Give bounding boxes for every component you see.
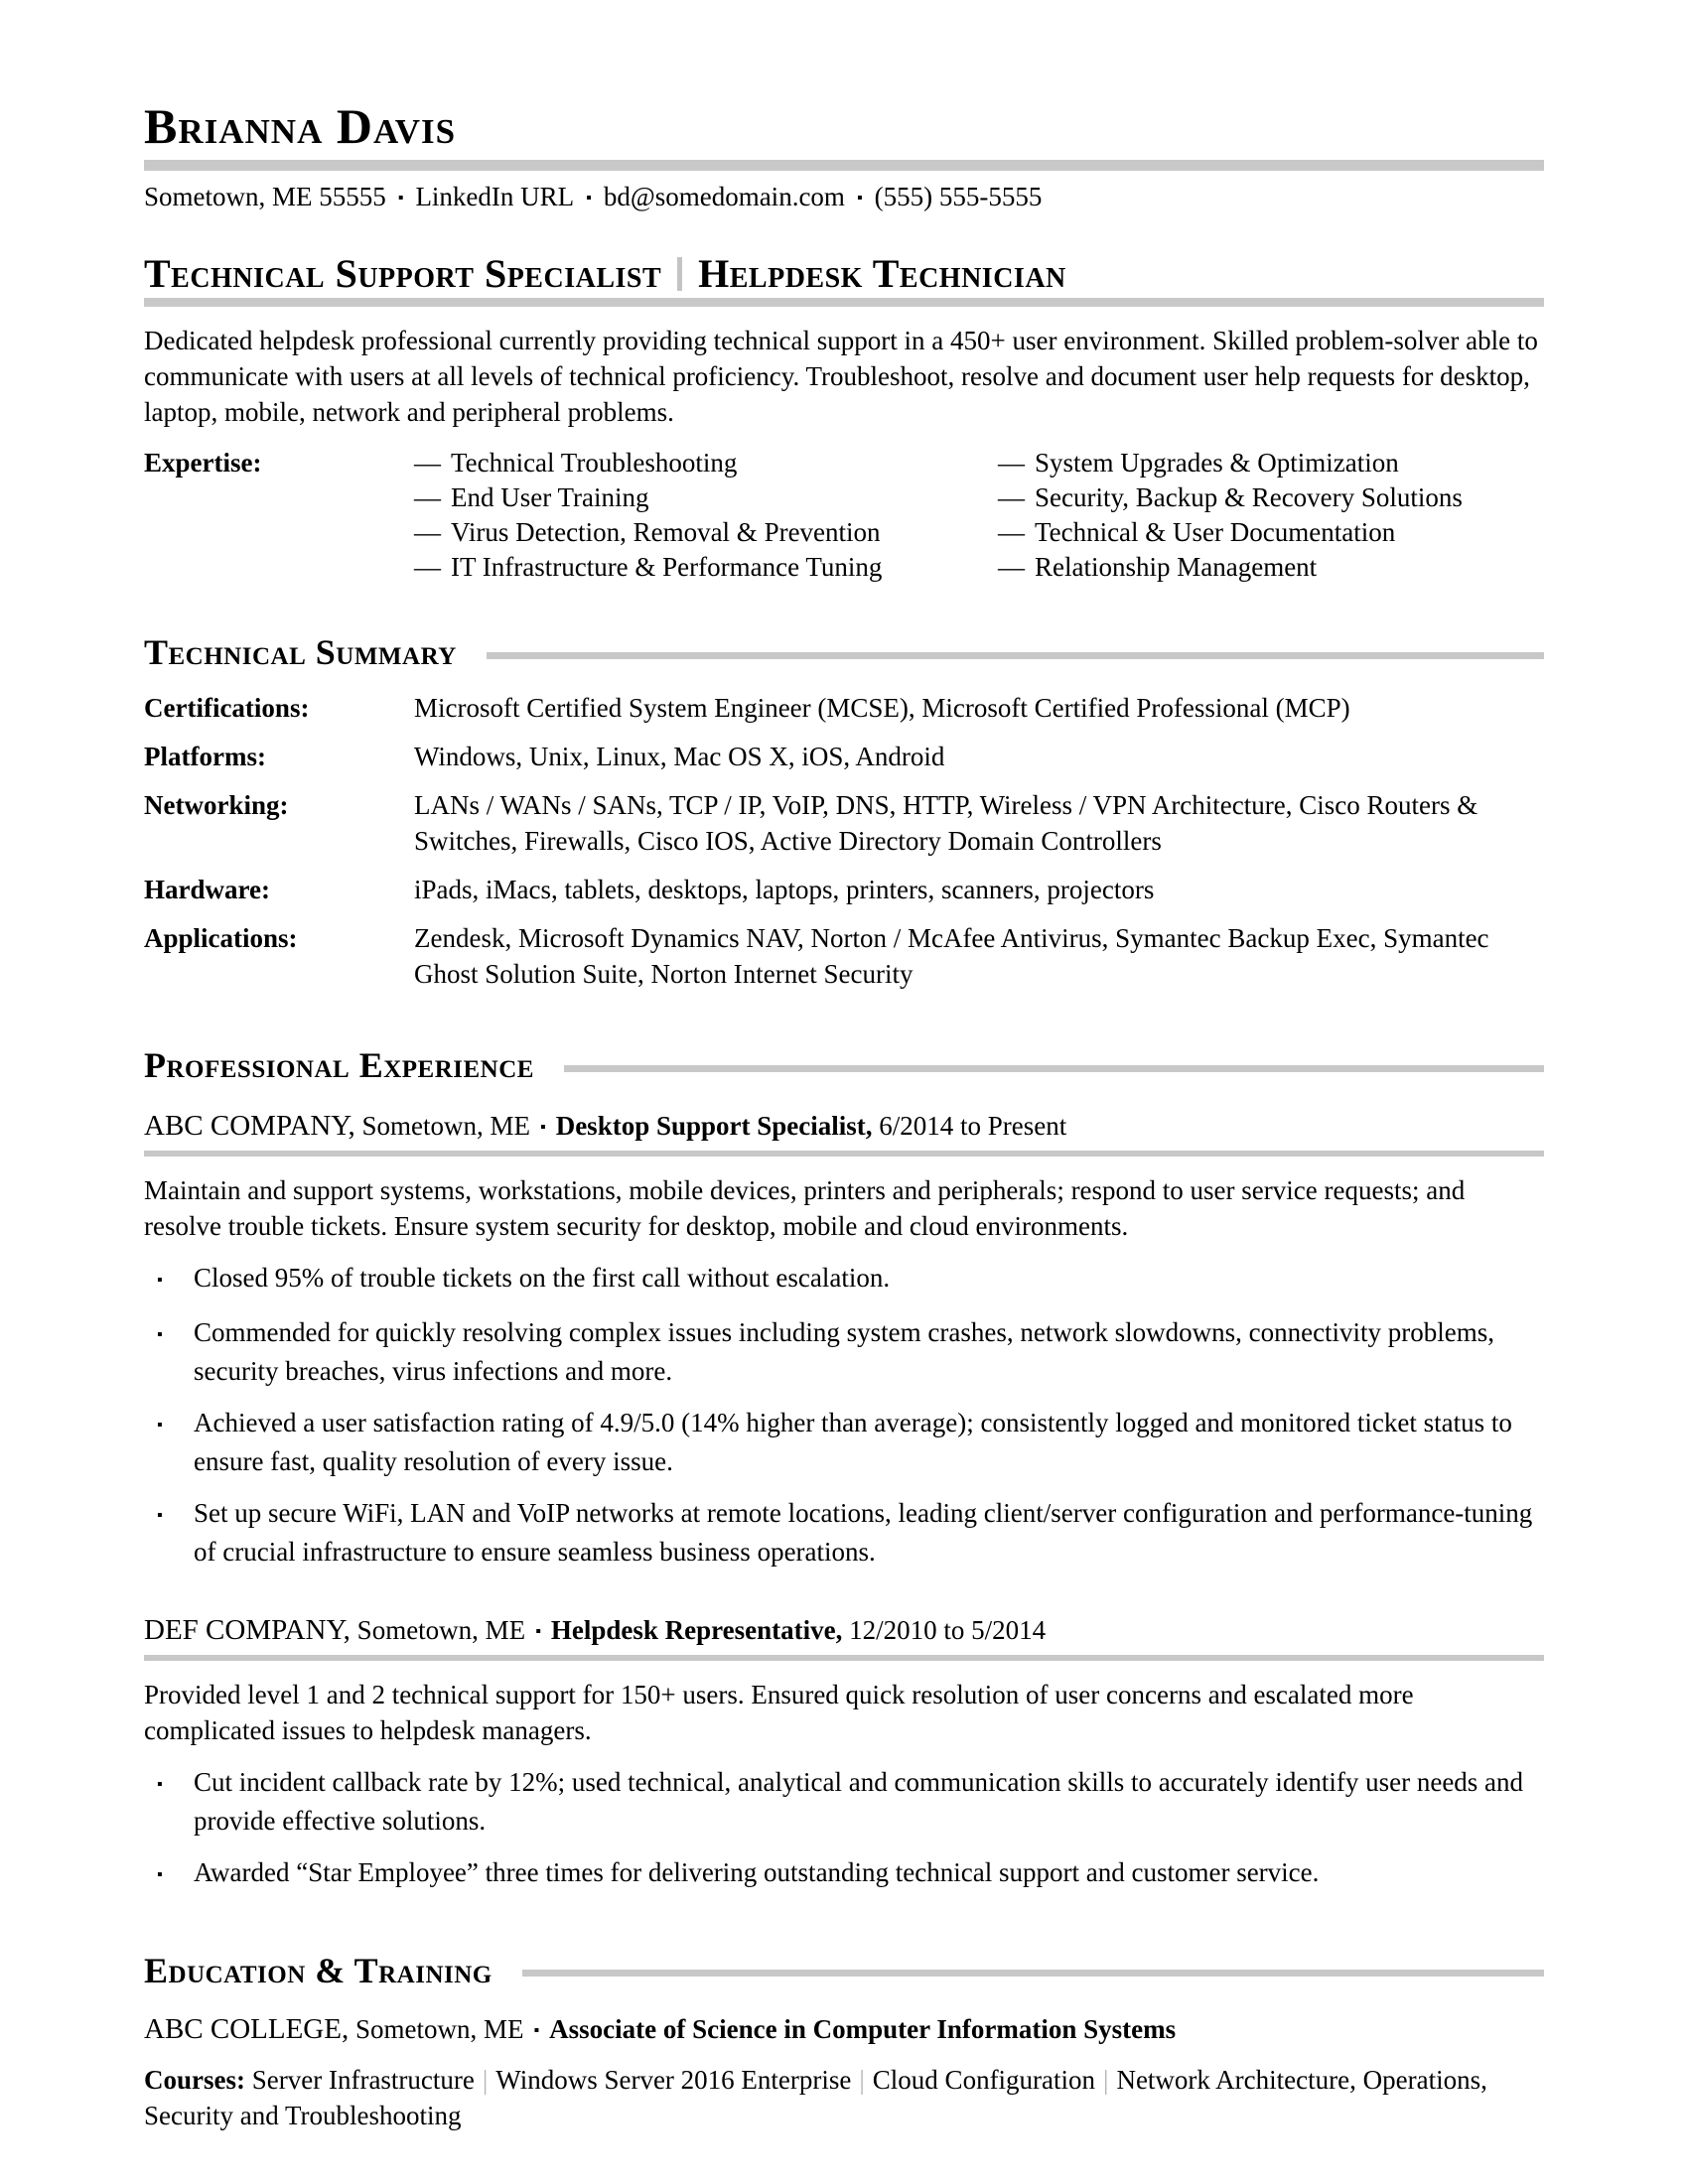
bullet-text: Awarded “Star Employee” three times for delivering outstanding technical support and customer service. [194,1856,1320,1887]
expertise-section [144,446,1544,585]
contact-linkedin: LinkedIn URL [415,182,575,211]
pipe-separator: | [859,2064,865,2095]
expertise-item [998,550,1544,585]
section-rule [522,1970,1544,1977]
spec-label: Certifications: [144,693,310,724]
spec-value: LANs / WANs / SANs, TCP / IP, VoIP, DNS, HTTP, Wireless / VPN Architecture, Cisco Routers & Switches, Firewalls, Cisco IOS, Active Directory Domain Controllers [414,790,1478,857]
job-bullet-list [144,1764,1544,1893]
expertise-item-label: System Upgrades & Optimization [1035,448,1399,478]
job-heading [144,1613,1544,1649]
contact-line [144,181,1544,212]
bullet-text: Set up secure WiFi, LAN and VoIP networks at remote locations, leading client/server configuration and performance-tuning of crucial infrastructure to ensure seamless business operations. [194,1497,1533,1567]
expertise-item-label: IT Infrastructure & Performance Tuning [451,552,883,583]
square-separator-icon: ▪ [535,1622,541,1640]
section-title: Education & Training [144,1950,492,1990]
bullet-square-icon: ▪ [157,1416,163,1433]
bullet-item [144,1764,1544,1839]
spec-label: Applications: [144,923,298,954]
contact-email: bd@somedomain.com [603,182,845,211]
section-rule [564,1065,1544,1072]
dash-icon: — [414,448,441,478]
bullet-text: Achieved a user satisfaction rating of 4.9/5.0 (14% higher than average); consistently logged and monitored ticket status to ensure fast, quality resolution of every issue. [194,1407,1512,1476]
square-separator-icon: ▪ [586,190,592,206]
bullet-item [144,1314,1544,1389]
expertise-item [414,550,998,585]
bullet-square-icon: ▪ [157,1865,163,1883]
headline-part1: Technical Support Specialist [144,251,662,297]
expertise-item-label: Technical Troubleshooting [451,448,738,478]
bullet-square-icon: ▪ [157,1325,163,1343]
school-location: Sometown, ME [354,2013,524,2044]
bullet-text: Cut incident callback rate by 12%; used technical, analytical and communication skills to accurately identify user needs and provide effective solutions. [194,1766,1524,1836]
dash-icon: — [414,517,441,548]
job-description: Provided level 1 and 2 technical support for 150+ users. Ensured quick resolution of user concerns and escalated more complicated issues to helpdesk managers. [144,1679,1414,1745]
square-separator-icon: ▪ [397,190,404,206]
spec-value: Zendesk, Microsoft Dynamics NAV, Norton / McAfee Antivirus, Symantec Backup Exec, Symantec Ghost Solution Suite, Norton Internet Security [414,923,1489,990]
spec-label: Hardware: [144,875,270,905]
degree: Associate of Science in Computer Information Systems [549,2013,1177,2044]
bullet-item [144,1495,1544,1570]
job-description: Maintain and support systems, workstations, mobile devices, printers and peripherals; respond to user service requests; and resolve trouble tickets. Ensure system security for desktop, mobile and cloud environments. [144,1174,1466,1241]
job-company: DEF COMPANY, [144,1613,351,1646]
bullet-square-icon: ▪ [157,1271,163,1289]
spec-label: Platforms: [144,742,266,772]
expertise-item-label: Virus Detection, Removal & Prevention [451,517,881,548]
section-heading-technical-summary [144,634,1544,672]
bullet-item [144,1854,1544,1893]
courses-line [144,2062,1544,2133]
technical-summary-table [144,690,1544,992]
expertise-item [414,446,998,480]
job-company: ABC COMPANY, [144,1109,355,1142]
headline [144,251,1544,297]
expertise-item [414,515,998,550]
contact-phone: (555) 555-5555 [874,182,1043,211]
job-bullet-list [144,1260,1544,1570]
course-item: Windows Server 2016 Enterprise [495,2064,852,2095]
contact-location: Sometown, ME 55555 [144,182,386,211]
job-rule [144,1151,1544,1157]
section-title: Technical Summary [144,632,457,673]
square-separator-icon: ▪ [533,2021,540,2039]
section-title: Professional Experience [144,1045,534,1086]
spec-value: iPads, iMacs, tablets, desktops, laptops, printers, scanners, projectors [414,875,1155,905]
bullet-text: Commended for quickly resolving complex issues including system crashes, network slowdowns, connectivity problems, security breaches, virus infections and more. [194,1316,1495,1386]
course-item: Server Infrastructure [251,2064,475,2095]
school-name: ABC COLLEGE, [144,2012,350,2045]
job-role: Desktop Support Specialist, [555,1110,873,1141]
job-role: Helpdesk Representative, [550,1614,843,1645]
summary-text: Dedicated helpdesk professional currently providing technical support in a 450+ user environment. Skilled problem-solver able to communicate with users at all levels of technical proficiency. Troubleshoot, resolve and document user help requests for desktop, laptop, mobile, network and peripheral problems. [144,326,1538,428]
spec-label: Networking: [144,790,289,821]
expertise-item-label: Technical & User Documentation [1035,517,1396,548]
bullet-text: Closed 95% of trouble tickets on the first call without escalation. [194,1262,891,1293]
square-separator-icon: ▪ [540,1118,546,1136]
dash-icon: — [998,552,1025,583]
education-heading-line [144,2012,1544,2048]
expertise-item-label: Security, Backup & Recovery Solutions [1035,482,1463,513]
course-item: Cloud Configuration [872,2064,1096,2095]
spec-value: Windows, Unix, Linux, Mac OS X, iOS, Android [414,742,945,772]
dash-icon: — [414,552,441,583]
dash-icon: — [998,448,1025,478]
pipe-separator: | [1103,2064,1109,2095]
bullet-square-icon: ▪ [157,1506,163,1524]
section-rule [487,652,1544,659]
expertise-item [414,480,998,515]
dash-icon: — [998,482,1025,513]
square-separator-icon: ▪ [856,190,863,206]
spec-value: Microsoft Certified System Engineer (MCSE), Microsoft Certified Professional (MCP) [414,693,1350,724]
job-rule [144,1655,1544,1661]
expertise-item-label: Relationship Management [1035,552,1318,583]
courses-label: Courses: [144,2064,245,2095]
job-heading [144,1109,1544,1145]
expertise-item [998,480,1544,515]
job-location: Sometown, ME [361,1110,531,1141]
headline-part2: Helpdesk Technician [698,251,1066,297]
dash-icon: — [998,517,1025,548]
bullet-item [144,1260,1544,1298]
bullet-square-icon: ▪ [157,1775,163,1793]
course-item: Network Architecture, Operations, Security and Troubleshooting [144,2064,1487,2130]
expertise-item [998,515,1544,550]
candidate-name: Brianna Davis [144,98,457,154]
expertise-label: Expertise: [144,448,262,478]
section-heading-professional-experience [144,1047,1544,1085]
dash-icon: — [414,482,441,513]
section-heading-education [144,1950,1544,1990]
pipe-separator: | [482,2064,489,2095]
vertical-divider [677,257,682,291]
bullet-item [144,1405,1544,1479]
job-location: Sometown, ME [356,1614,526,1645]
job-dates: 6/2014 to Present [879,1110,1067,1141]
expertise-item [998,446,1544,480]
job-dates: 12/2010 to 5/2014 [849,1614,1047,1645]
expertise-item-label: End User Training [451,482,649,513]
headline-rule [144,298,1544,307]
header-rule [144,160,1544,171]
